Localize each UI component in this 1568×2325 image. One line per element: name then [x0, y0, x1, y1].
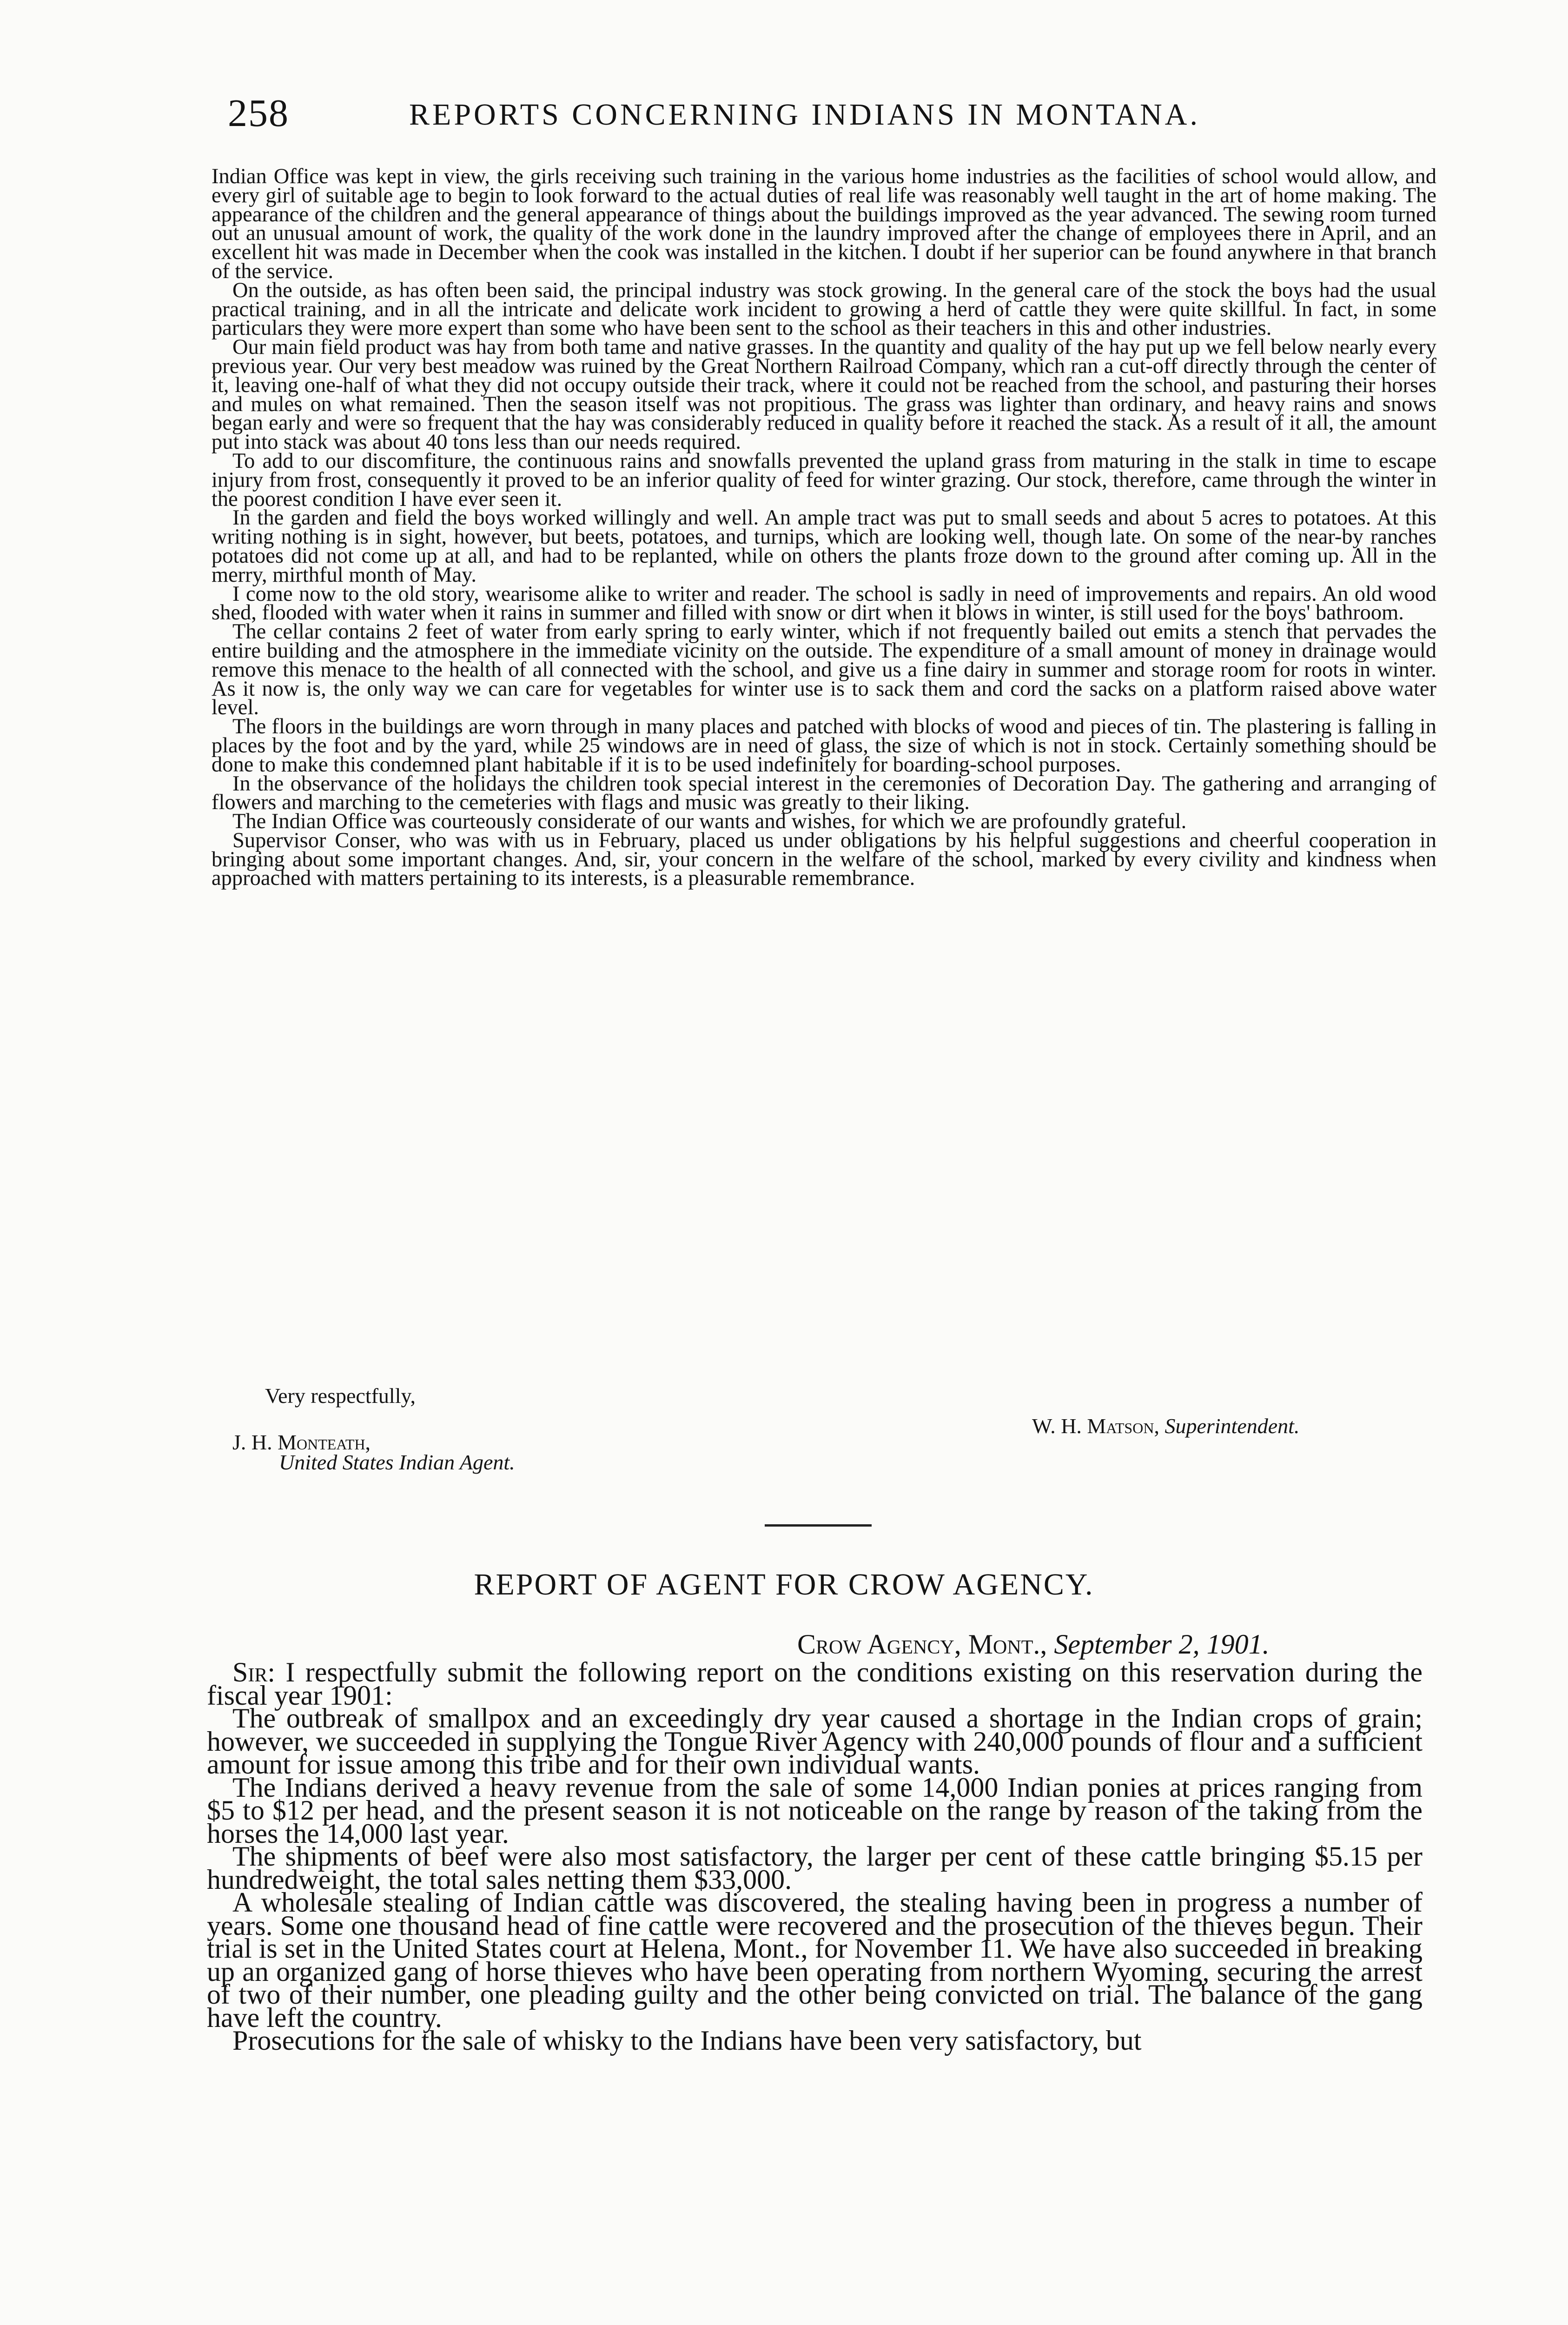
paragraph: Our main field product was hay from both tame and native grasses. In the quantity and quality of the hay put up we fell below nearly every previous year. Our very best meadow was ruined by the Great Northern Railroad Company, which ran a cut-off directly through the center of it, leaving one-half of what they did not occupy outside their track, where it could not be reached from the school, and pasturing their horses and mules on what remained. Then the season itself was not propitious. The grass was lighter than ordinary, and heavy rains and snows began early and were so frequent that the hay was considerably reduced in quality before it reached the stack. As a result of it all, the amount put into stack was about 40 tons less than our needs required. [212, 335, 1436, 454]
superintendent-signature [1032, 1414, 1299, 1438]
paragraph: In the garden and field the boys worked willingly and well. An ample tract was put to small seeds and about 5 acres to potatoes. At this writing nothing is in sight, however, but beets, potatoes, and turnips, which are looking well, though late. On some of the near-by ranches potatoes did not come up at all, and had to be replanted, while on others the plants froze down to the ground after coming up. All in the merry, mirthful month of May. [212, 506, 1436, 587]
paragraph: The Indians derived a heavy revenue from the sale of some 14,000 Indian ponies at prices ranging from $5 to $12 per head, and the present season it is not noticeable on the range by reason of the taking from the horses the 14,000 last year. [207, 1772, 1422, 1849]
signer-title: Superintendent. [1164, 1414, 1300, 1438]
paragraph: A wholesale stealing of Indian cattle was discovered, the stealing having been in progress a number of years. Some one thousand head of fine cattle were recovered and the prosecution of the thieves begun. Their trial is set in the United States court at Helena, Mont., for November 11. We have also succeeded in breaking up an organized gang of horse thieves who have been operating from northern Wyoming, securing the arrest of two of their number, one pleading guilty and the other being convicted on trial. The balance of the gang have left the country. [207, 1887, 1422, 2033]
closing: Very respectfully, [265, 1384, 416, 1408]
section-divider [765, 1524, 872, 1527]
paragraph: Supervisor Conser, who was with us in February, placed us under obligations by his helpful suggestions and cheerful cooperation in bringing about some important changes. And, sir, your concern in the welfare of the school, marked by every civility and kindness when approached with matters pertaining to its interests, is a pleasurable remembrance. [212, 828, 1436, 890]
paragraph: The shipments of beef were also most satisfactory, the larger per cent of these cattle bringing $5.15 per hundredweight, the total sales netting them $33,000. [207, 1841, 1422, 1895]
page-header [0, 91, 1568, 146]
section-title: REPORT OF AGENT FOR CROW AGENCY. [474, 1568, 1094, 1601]
paragraph: Indian Office was kept in view, the girls receiving such training in the various home industries as the facilities of school would allow, and every girl of suitable age to begin to look forward to the actual duties of real life was reasonably well taught in the art of home making. The appearance of the children and the general appearance of things about the buildings improved as the year advanced. The sewing room turned out an unusual amount of work, the quality of the work done in the laundry improved after the change of employees there in April, and an excellent hit was made in December when the cook was installed in the kitchen. I doubt if her superior can be found anywhere in that branch of the service. [212, 165, 1436, 283]
paragraph: The floors in the buildings are worn through in many places and patched with blocks of wood and pieces of tin. The plastering is falling in places by the foot and by the yard, while 25 windows are in need of glass, the size of which is not in stock. Certainly something should be done to make this condemned plant habitable if it is to be used indefinitely for boarding-school purposes. [212, 715, 1436, 777]
paragraph: The outbreak of smallpox and an exceedingly dry year caused a shortage in the Indian crops of grain; however, we succeeded in supplying the Tongue River Agency with 240,000 pounds of flour and a sufficient amount for issue among this tribe and for their own individual wants. [207, 1703, 1422, 1780]
addressee-name: J. H. Monteath, [232, 1430, 371, 1454]
paragraph: In the observance of the holidays the children took special interest in the ceremonies of Decoration Day. The gathering and arranging of flowers and marching to the cemeteries with flags and music was greatly to their liking. [212, 771, 1436, 815]
paragraph-text: I respectfully submit the following report on the conditions existing on this reservation during the fiscal year 1901: [207, 1657, 1423, 1711]
dateline-date: September 2, 1901. [1054, 1629, 1270, 1660]
school-report-body [212, 167, 1436, 888]
dateline [797, 1628, 1270, 1661]
dateline-place: Crow Agency, Mont., [797, 1629, 1047, 1660]
paragraph [207, 1657, 1423, 1711]
paragraph: The cellar contains 2 feet of water from early spring to early winter, which if not frequently bailed out emits a stench that pervades the entire building and the atmosphere in the immediate vicinity on the outside. The expenditure of a small amount of money in drainage would remove this menace to the health of all connected with the school, and give us a fine dairy in summer and storage room for roots in winter. As it now is, the only way we can care for vegetables for winter use is to sack them and cord the sacks on a platform raised above water level. [212, 620, 1436, 720]
salutation: Sir: [232, 1657, 276, 1687]
paragraph: On the outside, as has often been said, the principal industry was stock growing. In the general care of the stock the boys had the usual practical training, and in all the intricate and delicate work incident to growing a herd of cattle they were quite skillful. In fact, in some particulars they were more expert than some who have been sent to the school as their teachers in this and other industries. [212, 278, 1436, 340]
paragraph: The Indian Office was courteously considerate of our wants and wishes, for which we are profoundly grateful. [232, 810, 1187, 834]
paragraph: To add to our discomfiture, the continuous rains and snowfalls prevented the upland grass from maturing in the stalk in time to escape injury from frost, consequently it proved to be an inferior quality of feed for winter grazing. Our stock, therefore, came through the winter in the poorest condition I have ever seen it. [212, 449, 1436, 511]
addressee-title: United States Indian Agent. [279, 1450, 515, 1474]
paragraph: I come now to the old story, wearisome alike to writer and reader. The school is sadly in need of improvements and repairs. An old wood shed, flooded with water when it rains in summer and filled with snow or dirt when it blows in winter, is still used for the boys' bathroom. [212, 582, 1436, 625]
signer-name: W. H. Matson, [1032, 1414, 1159, 1438]
paragraph: Prosecutions for the sale of whisky to the Indians have been very satisfactory, but [232, 2025, 1142, 2056]
running-head: REPORTS CONCERNING INDIANS IN MONTANA. [409, 98, 1200, 132]
page-number: 258 [228, 92, 289, 135]
crow-report-body [207, 1657, 1423, 2056]
